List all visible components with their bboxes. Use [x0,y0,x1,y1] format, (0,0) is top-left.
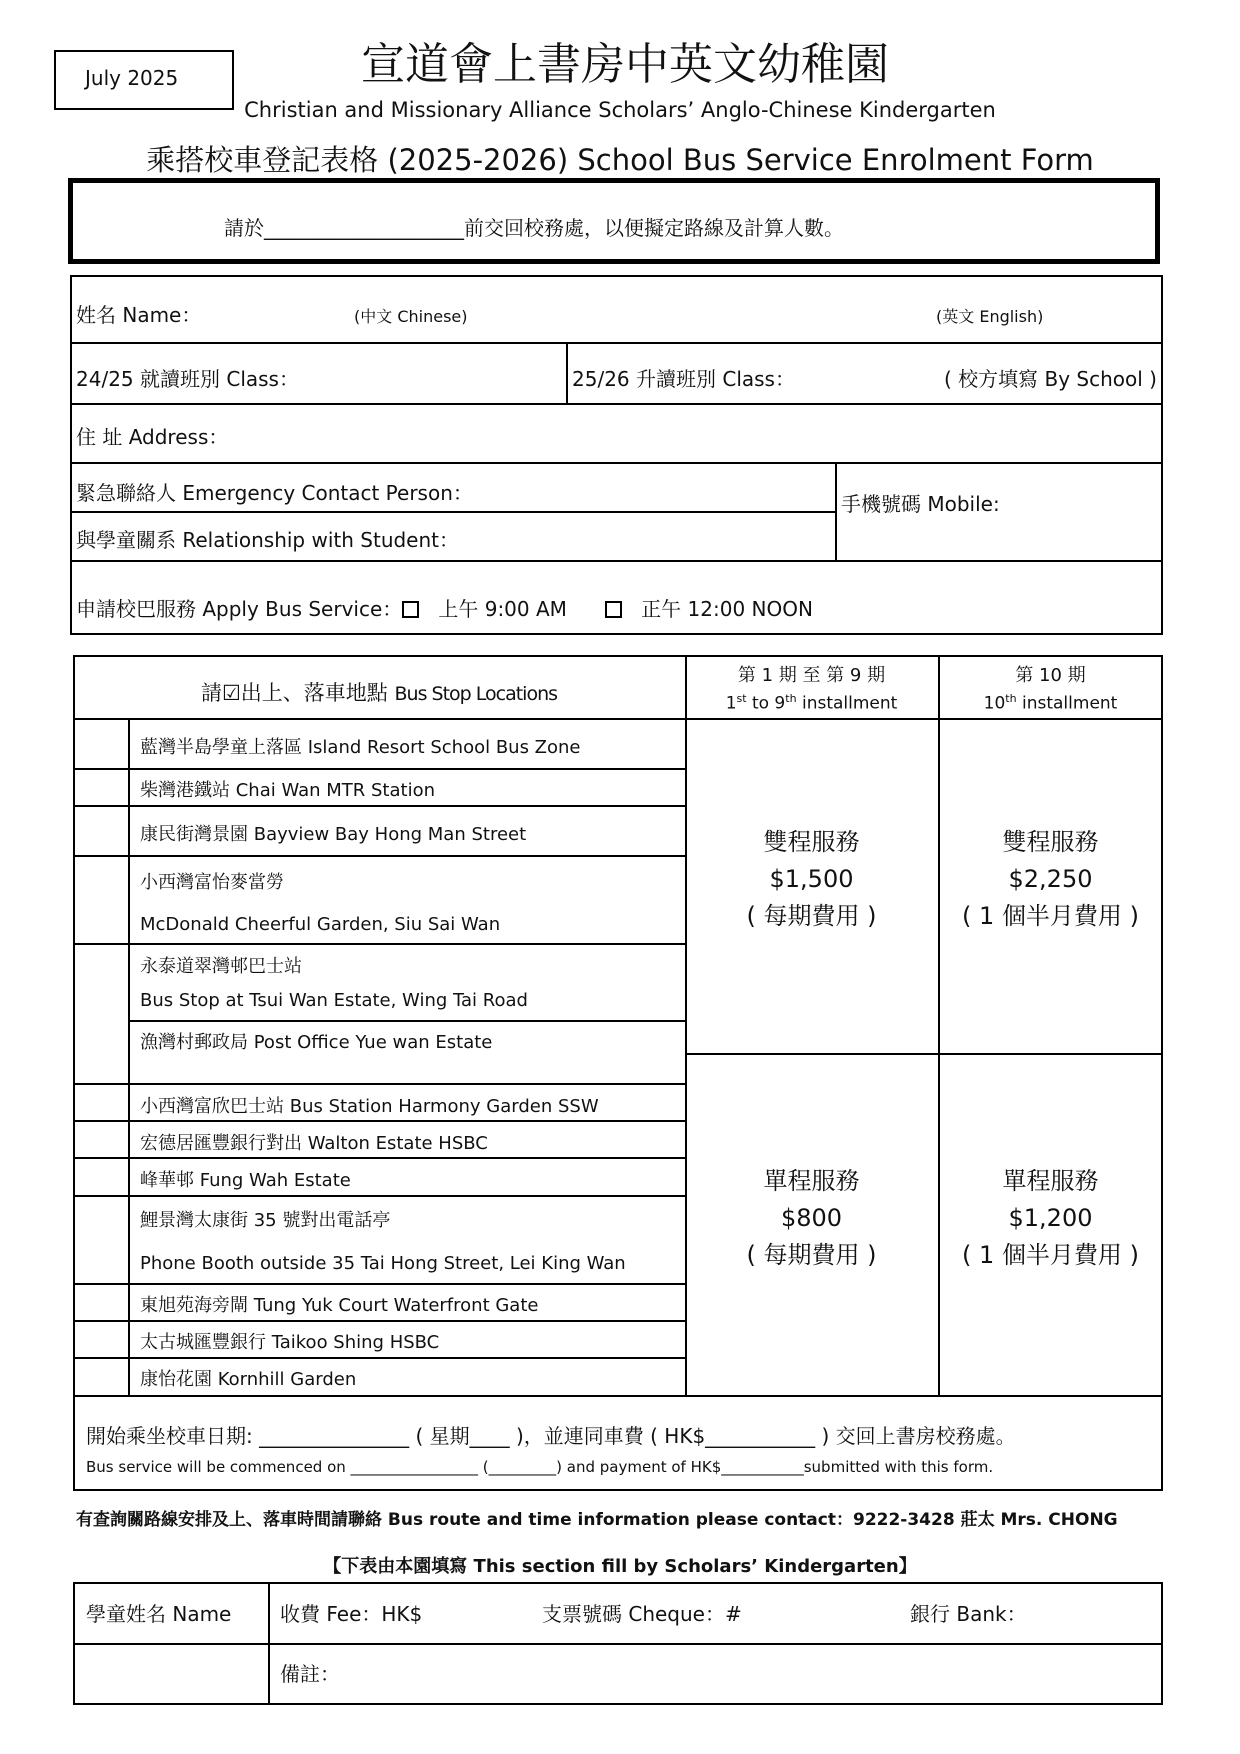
period1-en-b: to 9 [746,693,786,714]
office-fee-field[interactable]: 收費 Fee：HK$ [280,1602,423,1626]
divider [73,943,685,945]
stop-checkbox-8[interactable] [75,1122,127,1156]
stop-name-7: 小西灣富欣巴士站 Bus Station Harmony Garden SSW [140,1096,599,1117]
period10-en-sup: th [1005,692,1017,705]
divider [73,1083,685,1085]
stop-name-12: 太古城匯豐銀行 Taikoo Shing HSBC [140,1332,440,1353]
divider [70,560,1163,562]
stop-checkbox-1[interactable] [75,720,127,767]
single-trip-label: 單程服務 [763,1167,860,1195]
header-period10-zh: 第 10 期 [1015,665,1086,686]
class-2526-field[interactable]: 25/26 升讀班別 Class： [572,367,795,391]
round-trip-fee-1-9 [685,824,938,935]
round-trip-fee-10 [938,824,1163,935]
stop-name-9: 峰華邨 Fung Wah Estate [140,1170,351,1191]
apply-label: 申請校巴服務 Apply Bus Service： [76,597,403,621]
divider [73,1157,685,1159]
round-trip-price-10: $2,250 [1008,865,1093,893]
school-name-zh: 宣道會上書房中英文幼稚園 [361,39,889,90]
stop-checkbox-5[interactable] [75,945,127,1082]
header-period1-en [685,692,938,714]
round-trip-label: 雙程服務 [763,828,860,856]
divider [938,655,940,1395]
stop-name-11: 東旭苑海旁閘 Tung Yuk Court Waterfront Gate [140,1295,539,1316]
round-trip-note-10: ( 1 個半月費用 ) [962,902,1139,930]
divider [70,511,836,513]
divider [70,342,1163,344]
divider [128,1020,685,1022]
stop-checkbox-10[interactable] [75,1197,127,1282]
stop-name-4: 小西灣富怡麥當勞 [140,872,284,893]
divider [73,1195,685,1197]
stop-checkbox-11[interactable] [75,1285,127,1319]
divider [73,1120,685,1122]
round-trip-price-1-9: $1,500 [769,865,854,893]
divider [70,403,1163,405]
header-locations-en: Bus Stop Locations [394,683,558,705]
divider [685,1053,1163,1055]
office-student-name-field[interactable] [75,1645,267,1703]
stop-checkbox-13[interactable] [75,1359,127,1394]
office-bank-field[interactable]: 銀行 Bank： [910,1602,1027,1626]
deadline-prefix: 請於 [224,216,264,240]
school-name-en: Christian and Missionary Alliance Scholars’ Anglo-Chinese Kindergarten [244,98,996,122]
office-cheque-field[interactable]: 支票號碼 Cheque：# [542,1602,742,1626]
name-chinese-field[interactable]: (中文 Chinese) [354,307,468,326]
option-am-label: 上午 9:00 AM [438,597,567,621]
period1-en-sup2: th [785,692,797,705]
option-noon-label: 正午 12:00 NOON [641,597,813,621]
divider [73,855,685,857]
name-english-field[interactable]: (英文 English) [936,307,1044,326]
office-section-title: 【下表由本園填寫 This section fill by Scholars’ Kindergarten】 [323,1556,917,1577]
period1-en-a: 1 [725,693,737,714]
round-trip-label-10: 雙程服務 [1002,828,1099,856]
single-trip-price-10: $1,200 [1008,1204,1093,1232]
stop-name-3: 康民街灣景園 Bayview Bay Hong Man Street [140,824,527,845]
relationship-field[interactable]: 與學童關系 Relationship with Student： [76,528,460,552]
divider [73,1320,685,1322]
commence-en[interactable]: Bus service will be commenced on _________________ (_________) and payment of HK$___________submitted with this form. [86,1458,994,1476]
checkbox-am[interactable] [402,601,419,618]
round-trip-note-1-9: ( 每期費用 ) [746,902,877,930]
deadline-text [224,212,844,241]
stop-name-5: 永泰道翠灣邨巴士站 [140,956,302,977]
divider [73,768,685,770]
stop-checkbox-7[interactable] [75,1085,127,1119]
date-badge-text: July 2025 [85,66,179,90]
header-period1-zh: 第 1 期 至 第 9 期 [737,665,886,686]
divider [128,718,130,1395]
stop-checkbox-12[interactable] [75,1322,127,1356]
stop-checkbox-2[interactable] [75,770,127,804]
single-trip-label-10: 單程服務 [1002,1167,1099,1195]
single-trip-price-1-9: $800 [780,1204,843,1232]
divider [73,805,685,807]
period10-en-b: installment [1016,693,1118,714]
period1-en-sup1: st [736,692,747,705]
student-info-table [70,275,1163,635]
header-locations [73,677,685,707]
single-trip-fee-10 [938,1163,1163,1274]
deadline-suffix: 前交回校務處，以便擬定路線及計算人數。 [464,216,844,240]
divider [268,1582,270,1705]
single-trip-fee-1-9 [685,1163,938,1274]
period10-en-a: 10 [983,693,1006,714]
stop-name-2: 柴灣港鐵站 Chai Wan MTR Station [140,780,436,801]
divider [70,462,1163,464]
stop-name-13: 康怡花園 Kornhill Garden [140,1369,357,1390]
divider [566,342,568,403]
stop-name-10-en: Phone Booth outside 35 Tai Hong Street, Lei King Wan [140,1253,626,1274]
office-remarks-field[interactable]: 備註： [280,1662,340,1686]
divider [73,718,1163,720]
divider [835,462,837,560]
contact-note: 有查詢關路線安排及上、落車時間請聯絡 Bus route and time information please contact：9222-3428 莊太 Mrs. CHONG [76,1510,1118,1530]
commence-zh[interactable]: 開始乘坐校車日期: _______________ ( 星期____ )，並連同車費 ( HK$___________ ) 交回上書房校務處。 [86,1424,1016,1448]
stop-name-5-en: Bus Stop at Tsui Wan Estate, Wing Tai Road [140,990,528,1011]
divider [73,1283,685,1285]
stop-checkbox-9[interactable] [75,1159,127,1194]
by-school-label: ( 校方填寫 By School ) [944,367,1157,391]
period1-en-c: installment [796,693,898,714]
class-2425-field[interactable]: 24/25 就讀班別 Class： [76,367,299,391]
office-student-name-label: 學童姓名 Name [86,1602,232,1626]
divider [73,1395,1163,1397]
header-period10-en [938,692,1163,714]
stop-checkbox-4[interactable] [75,857,127,942]
stop-name-6: 漁灣村郵政局 Post Office Yue wan Estate [140,1032,493,1053]
checkbox-noon[interactable] [605,601,622,618]
emergency-contact-field[interactable]: 緊急聯絡人 Emergency Contact Person： [76,481,473,505]
single-trip-note-1-9: ( 每期費用 ) [746,1241,877,1269]
mobile-field[interactable]: 手機號碼 Mobile: [841,492,1000,516]
header-locations-zh: 請☑出上、落車地點 [200,681,388,705]
divider [685,655,687,1395]
stop-name-4-en: McDonald Cheerful Garden, Siu Sai Wan [140,914,501,935]
single-trip-note-10: ( 1 個半月費用 ) [962,1241,1139,1269]
address-field[interactable]: 住 址 Address： [76,425,229,449]
stop-name-10: 鯉景灣太康街 35 號對出電話亭 [140,1210,391,1231]
form-title: 乘搭校車登記表格 (2025-2026) School Bus Service Enrolment Form [146,143,1094,177]
apply-bus-service [76,593,813,622]
stop-name-1: 藍灣半島學童上落區 Island Resort School Bus Zone [140,737,581,758]
divider [73,1357,685,1359]
deadline-blank[interactable]: ____________________ [264,216,464,240]
name-label: 姓名 Name： [76,303,202,327]
stop-name-8: 宏德居匯豐銀行對出 Walton Estate HSBC [140,1133,488,1154]
stop-checkbox-3[interactable] [75,807,127,854]
